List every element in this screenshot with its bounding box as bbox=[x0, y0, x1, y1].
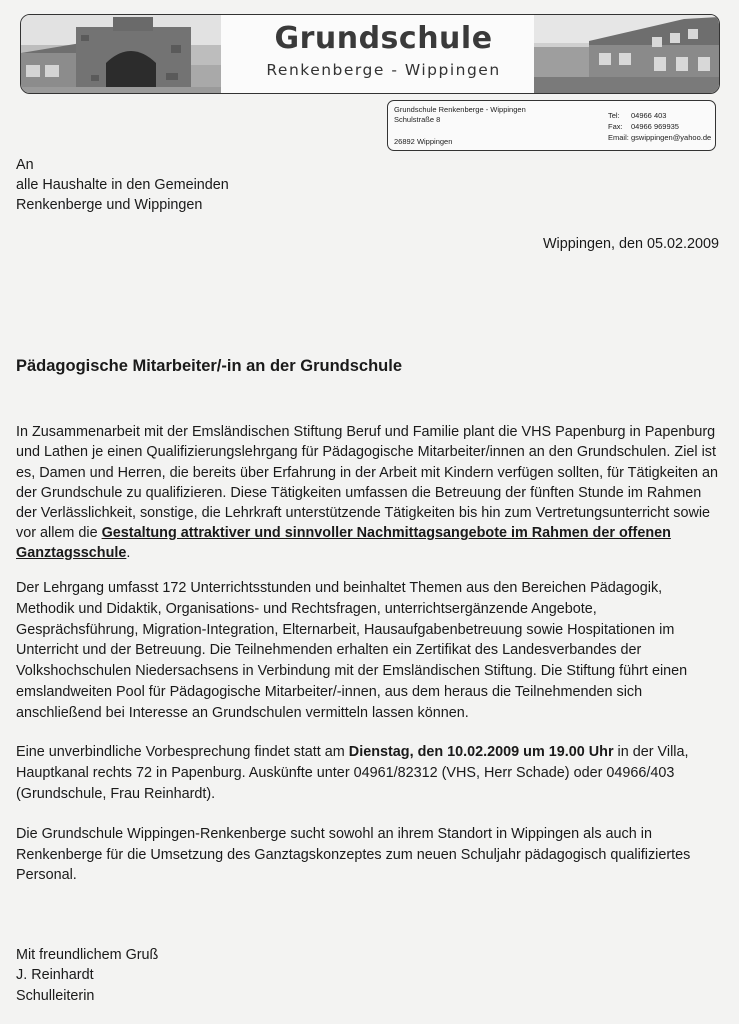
paragraph-line: der Grundschule zu qualifizieren. Diese Tätigkeiten umfassen die Betreuung der fünften Stunde im Rahmen bbox=[16, 485, 702, 501]
recipient-line: Renkenberge und Wippingen bbox=[16, 197, 203, 213]
paragraph-line: Methodik und Didaktik, Organisations- und Rechtsfragen, unterrichtsergänzende Angebote, bbox=[16, 601, 597, 617]
paragraph-line: Hauptkanal rechts 72 in Papenburg. Auskünfte unter 04961/82312 (VHS, Herr Schade) oder 04966/403 bbox=[16, 765, 675, 781]
school-title: Grundschule bbox=[274, 21, 493, 56]
paragraph-line: Unterricht und der Betreuung. Die Teilnehmenden erhalten ein Zertifikat des Landesverbandes der bbox=[16, 642, 642, 658]
email-label: Email: bbox=[608, 133, 629, 142]
letter-date: Wippingen, den 05.02.2009 bbox=[542, 236, 719, 252]
sender-street: Schulstraße 8 bbox=[394, 115, 441, 124]
sender-address-box bbox=[387, 100, 716, 151]
paragraph-line: Personal. bbox=[16, 867, 77, 883]
tel-label: Tel: bbox=[608, 111, 620, 120]
paragraph-line bbox=[16, 544, 130, 564]
highlight-text: Gestaltung attraktiver und sinnvoller Nachmittagsangebote im Rahmen der offenen bbox=[101, 525, 671, 541]
signatory-role: Schulleiterin bbox=[16, 988, 95, 1004]
tel-value: 04966 403 bbox=[631, 111, 667, 120]
line-text: in der Villa, bbox=[613, 744, 689, 760]
paragraph-line: es, Damen und Herren, die bereits über Erfahrung in der Arbeit mit Kindern verfügen sollten, für Tätigkeiten an bbox=[16, 465, 719, 481]
fax-label: Fax: bbox=[608, 122, 623, 131]
closing-greeting: Mit freundlichem Gruß bbox=[16, 947, 159, 963]
school-subtitle: Renkenberge - Wippingen bbox=[266, 61, 501, 79]
paragraph-line: Gesprächsführung, Migration-Integration, Elternarbeit, Hausaufgabenbetreuung sowie Hospitationen im bbox=[16, 622, 675, 638]
highlight-text: Ganztagsschule bbox=[16, 545, 127, 561]
line-text: Eine unverbindliche Vorbesprechung findet statt am bbox=[16, 744, 349, 760]
sender-name: Grundschule Renkenberge - Wippingen bbox=[394, 105, 526, 114]
paragraph-line: Renkenberge für die Umsetzung des Ganztagskonzeptes zum neuen Schuljahr pädagogisch qualifiziertes bbox=[16, 847, 691, 863]
letter-subject: Pädagogische Mitarbeiter/-in an der Grundschule bbox=[16, 357, 402, 375]
line-text: . bbox=[126, 545, 131, 561]
letterhead-banner bbox=[20, 14, 720, 94]
meeting-datetime: Dienstag, den 10.02.2009 um 19.00 Uhr bbox=[348, 744, 614, 760]
paragraph-line: Die Grundschule Wippingen-Renkenberge sucht sowohl an ihrem Standort in Wippingen als auch in bbox=[16, 826, 652, 842]
paragraph-line: und Lathen je einen Qualifizierungslehrgang für Pädagogische Mitarbeiter/innen an den Grundschulen. Ziel ist bbox=[16, 444, 716, 460]
paragraph-line: In Zusammenarbeit mit der Emsländischen Stiftung Beruf und Familie plant die VHS Papenburg in Papenburg bbox=[16, 424, 716, 440]
fax-value: 04966 969935 bbox=[631, 122, 679, 131]
paragraph-line: der Verlässlichkeit, sonstige, die Lehrkraft unterstützende Tätigkeiten bis hin zum Vertretungsunterricht sowie bbox=[16, 505, 711, 521]
paragraph-line: Der Lehrgang umfasst 172 Unterrichtsstunden und beinhaltet Themen aus den Bereichen Pädagogik, bbox=[16, 580, 663, 596]
line-text: vor allem die bbox=[16, 525, 102, 541]
sender-city: 26892 Wippingen bbox=[394, 137, 453, 146]
signatory-name: J. Reinhardt bbox=[16, 967, 94, 983]
paragraph-line: emslandweiten Pool für Pädagogische Mitarbeiter/-innen, aus dem heraus die Teilnehmenden sich bbox=[16, 684, 643, 700]
paragraph-line: Volkshochschulen Niedersachsens in Verbindung mit der Emsländischen Stiftung. Die Stiftung führt einen bbox=[16, 663, 688, 679]
recipient-line: An bbox=[16, 157, 34, 173]
paragraph-line: (Grundschule, Frau Reinhardt). bbox=[16, 786, 216, 802]
school-gate-photo bbox=[21, 15, 221, 93]
recipient-line: alle Haushalte in den Gemeinden bbox=[16, 177, 229, 193]
paragraph-line: anschließend bei Interesse an Grundschulen vermitteln lassen können. bbox=[16, 705, 469, 721]
school-building-photo bbox=[534, 15, 719, 93]
email-value[interactable]: gswippingen@yahoo.de bbox=[631, 133, 712, 142]
paragraph-line bbox=[16, 743, 689, 763]
paragraph-line bbox=[16, 524, 671, 544]
